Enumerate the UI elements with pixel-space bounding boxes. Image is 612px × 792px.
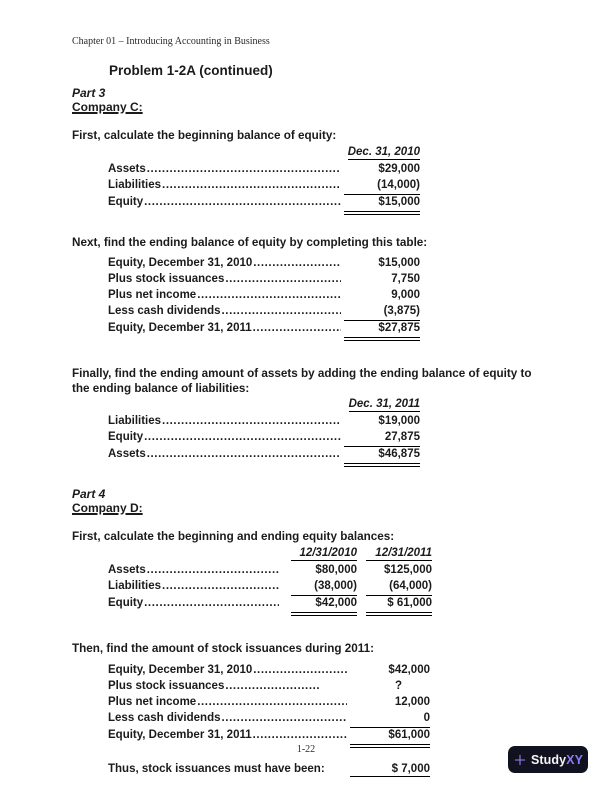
dot-leader (253, 663, 347, 678)
table-header-row (108, 547, 432, 561)
row-value-2010: (38,000) (291, 579, 357, 596)
dot-leader (144, 430, 341, 445)
row-value: 9,000 (391, 289, 420, 301)
row-label: Equity, December 31, 2011 (108, 729, 252, 741)
row-value: $42,000 (388, 664, 430, 676)
table-row (108, 596, 432, 616)
dot-leader (253, 321, 341, 336)
part4-company-label: Company D: (72, 501, 143, 515)
column-header-dec-31-2011: Dec. 31, 2011 (348, 398, 420, 410)
problem-title: Problem 1-2A (continued) (109, 63, 273, 78)
row-label: Assets (108, 162, 146, 175)
column-header-12-31-2010: 12/31/2010 (291, 547, 357, 561)
brand-name (531, 753, 583, 767)
row-label: Plus stock issuances (108, 680, 225, 692)
part3-section3-intro: Finally, find the ending amount of assets by adding the ending balance of equity to the ending balance of liabilities: (72, 367, 532, 395)
row-label: Plus stock issuances (108, 273, 225, 285)
part3-section1-intro: First, calculate the beginning balance of equity: (72, 129, 337, 142)
dot-leader (225, 272, 341, 287)
dot-leader (253, 256, 341, 271)
conclusion-value: $ 7,000 (350, 763, 430, 777)
column-header-dec-31-2010: Dec. 31, 2010 (347, 145, 420, 158)
table-row (108, 563, 432, 579)
row-value: $46,875 (344, 447, 420, 467)
conclusion-label: Thus, stock issuances must have been: (108, 763, 325, 775)
dot-leader (253, 728, 347, 743)
row-label: Liabilities (108, 415, 162, 427)
row-value: 12,000 (394, 696, 430, 708)
row-value: (14,000) (344, 178, 420, 195)
part3-section2-intro: Next, find the ending balance of equity by completing this table: (72, 235, 428, 249)
row-value: 27,875 (344, 430, 420, 447)
part4-label: Part 4 (72, 487, 106, 501)
row-label: Assets (108, 563, 146, 576)
table-row (108, 695, 430, 711)
row-label: Equity (108, 195, 144, 208)
table-row (108, 195, 420, 215)
dot-leader (162, 414, 341, 429)
row-label: Equity, December 31, 2010 (108, 664, 253, 676)
table-row (108, 447, 420, 467)
row-value: $19,000 (378, 415, 420, 427)
row-value-2010: $80,000 (315, 563, 357, 576)
conclusion-row (108, 763, 430, 777)
table-row (108, 288, 420, 304)
part3-label: Part 3 (72, 86, 106, 100)
table-row (108, 304, 420, 321)
page-number: 1-22 (296, 744, 316, 755)
row-value-2010: $42,000 (291, 596, 357, 616)
part4-section2-intro: Then, find the amount of stock issuances during 2011: (72, 641, 374, 655)
row-label: Liabilities (108, 178, 162, 191)
table-row (108, 178, 420, 195)
row-label: Less cash dividends (108, 712, 221, 724)
studyxy-logo (508, 746, 588, 773)
table-row (108, 272, 420, 288)
row-label: Less cash dividends (108, 305, 221, 317)
table-row (108, 256, 420, 272)
row-value: (3,875) (344, 304, 420, 321)
part3-company-label: Company C: (72, 100, 143, 114)
row-value: $15,000 (344, 195, 420, 215)
row-value-2011: (64,000) (366, 579, 432, 596)
table-row (108, 663, 430, 679)
row-value: $15,000 (378, 257, 420, 269)
row-label: Equity (108, 431, 144, 443)
row-label: Equity, December 31, 2010 (108, 257, 253, 269)
row-value: 7,750 (391, 273, 420, 285)
row-value: ? (394, 680, 402, 692)
part3-section3-table (108, 398, 420, 467)
row-value-2011: $125,000 (384, 563, 432, 576)
part4-section2-table (108, 663, 430, 777)
part4-section1-table (108, 547, 432, 616)
table-row (108, 679, 430, 695)
row-label: Plus net income (108, 696, 197, 708)
plus-icon (513, 753, 527, 767)
table-row (108, 711, 430, 728)
row-label: Liabilities (108, 579, 162, 592)
part4-section1-intro: First, calculate the beginning and ending equity balances: (72, 530, 395, 543)
row-label: Equity (108, 596, 144, 609)
row-label: Assets (108, 448, 146, 460)
table-row (108, 430, 420, 447)
dot-leader (147, 447, 341, 462)
row-label: Equity, December 31, 2011 (108, 322, 252, 334)
dot-leader (147, 563, 279, 578)
dot-leader (147, 162, 341, 177)
row-label: Plus net income (108, 289, 197, 301)
brand-name-primary: Study (530, 752, 567, 767)
dot-leader (222, 711, 348, 726)
part3-section2-table (108, 256, 420, 341)
table-row (108, 579, 432, 596)
dot-leader (225, 679, 319, 694)
dot-leader (162, 178, 341, 193)
chapter-header: Chapter 01 – Introducing Accounting in Business (72, 36, 270, 47)
dot-leader (144, 195, 341, 210)
part3-section1-table (108, 146, 420, 215)
row-value: $29,000 (378, 162, 420, 175)
dot-leader (197, 695, 347, 710)
table-row (108, 162, 420, 178)
table-header-row (108, 146, 420, 160)
dot-leader (197, 288, 341, 303)
table-row (108, 414, 420, 430)
row-value-2011: $ 61,000 (366, 596, 432, 616)
column-header-12-31-2011: 12/31/2011 (366, 547, 432, 561)
table-row (108, 321, 420, 341)
brand-name-secondary: XY (566, 752, 584, 767)
table-header-row (108, 398, 420, 412)
dot-leader (222, 304, 342, 319)
dot-leader (144, 596, 279, 611)
dot-leader (162, 579, 279, 594)
row-value: $27,875 (344, 321, 420, 341)
row-value: 0 (350, 711, 430, 728)
row-value: $61,000 (350, 728, 430, 748)
